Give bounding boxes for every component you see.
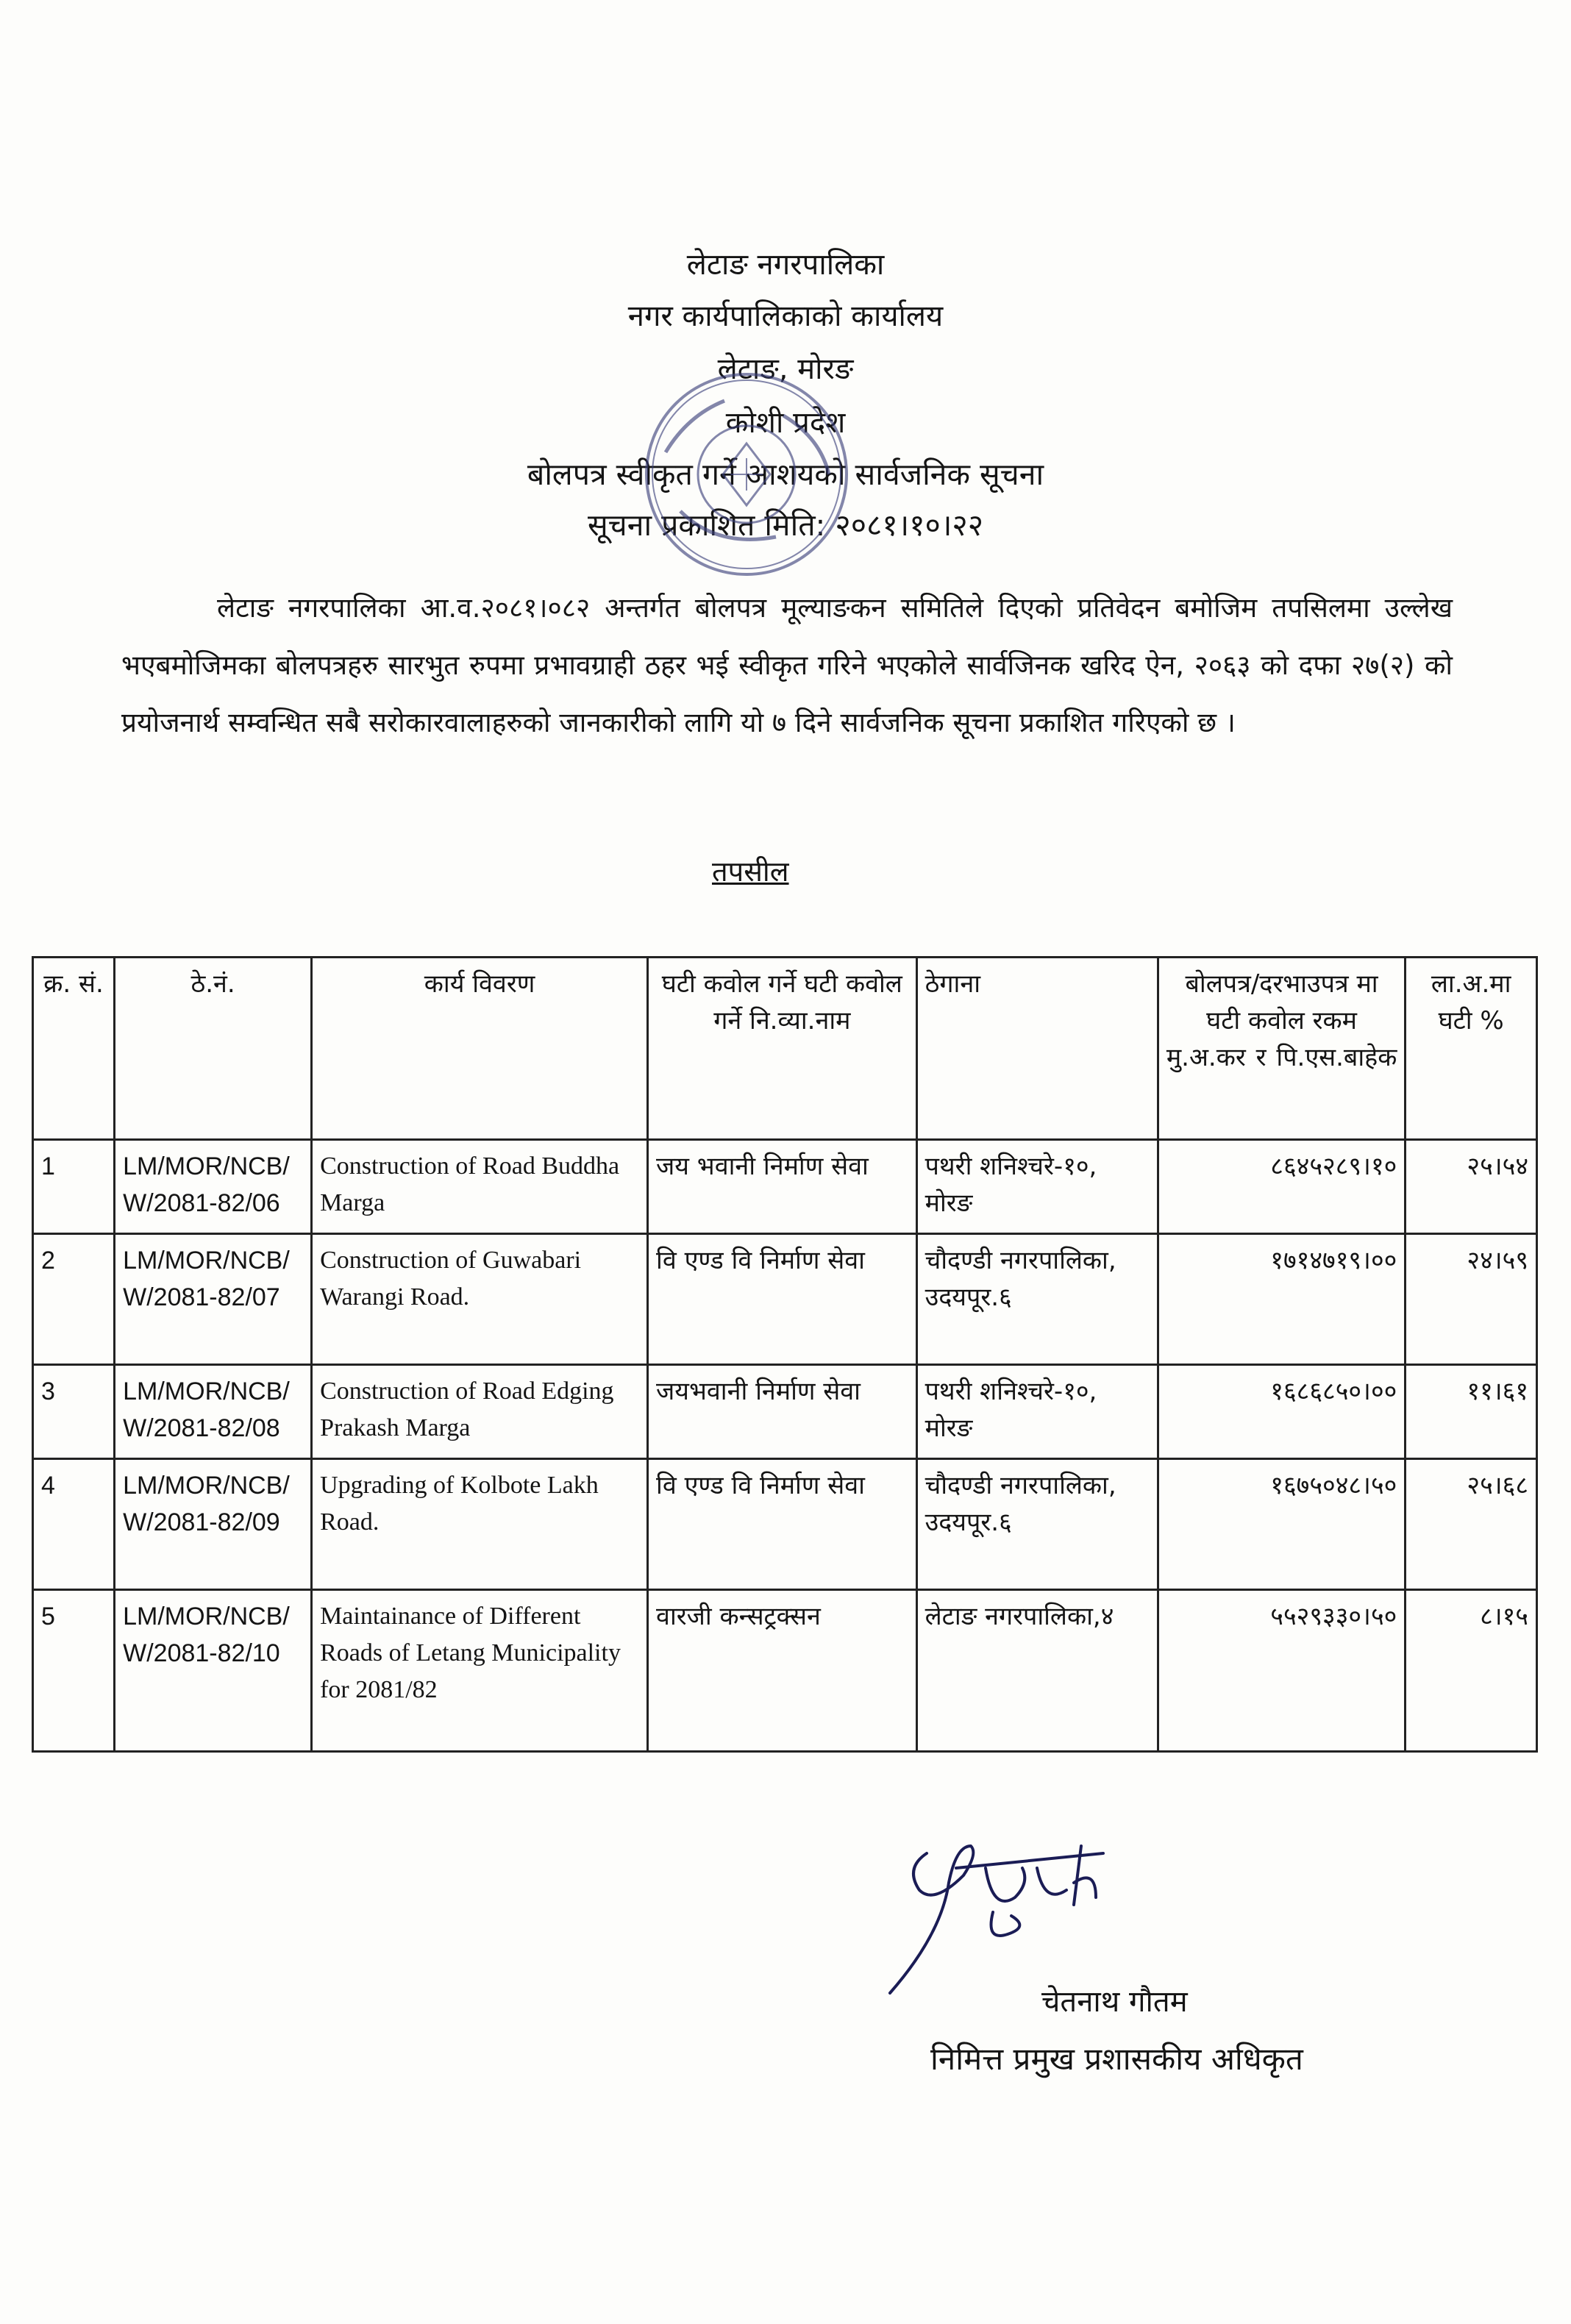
province-name: कोशी प्रदेश — [725, 406, 846, 440]
table-row — [33, 1234, 1537, 1365]
cell-address: लेटाङ नगरपालिका,४ — [916, 1590, 1158, 1752]
table-row — [33, 1590, 1537, 1752]
cell-amount: ८६४५२८९।१० — [1158, 1140, 1406, 1234]
cell-percent: २५।६८ — [1406, 1459, 1537, 1590]
cell-address: चौदण्डी नगरपालिका, उदयपूर.६ — [916, 1234, 1158, 1365]
header-firm: घटी कवोल गर्ने घटी कवोल गर्ने नि.व्या.नाम — [648, 958, 917, 1140]
office-subtitle: नगर कार्यपालिकाको कार्यालय — [627, 299, 944, 333]
notice-paragraph: लेटाङ नगरपालिका आ.व.२०८१।०८२ अन्तर्गत बोलपत्र मूल्याङकन समितिले दिएको प्रतिवेदन बमोजिम तपसिलमा उल्लेख भएबमोजिमका बोलपत्रहरु सारभुत रुपमा प्रभावग्राही ठहर भई स्वीकृत गरिने भएकोले सार्वजिनक खरिद ऐन, २०६३ को दफा २७(२) को प्रयोजनार्थ सम्वन्धित सबै सरोकारवालाहरुको जानकारीको लागि यो ७ दिने सार्वजनिक सूचना प्रकाशित गरिएको छ । — [121, 592, 1453, 738]
cell-sn: 4 — [33, 1459, 115, 1590]
cell-firm: वि एण्ड वि निर्माण सेवा — [648, 1234, 917, 1365]
publish-date: सूचना प्रकाशित मिति: २०८१।१०।२२ — [587, 507, 984, 543]
cell-sn: 2 — [33, 1234, 115, 1365]
signatory-title: निमित्त प्रमुख प्रशासकीय अधिकृत — [930, 2041, 1303, 2077]
cell-address: पथरी शनिश्चरे-१०, मोरङ — [916, 1140, 1158, 1234]
office-location: लेटाङ, मोरङ — [717, 352, 854, 386]
cell-sn: 3 — [33, 1365, 115, 1459]
cell-ref: LM/MOR/NCB/ W/2081-82/06 — [115, 1140, 312, 1234]
cell-firm: जय भवानी निर्माण सेवा — [648, 1140, 917, 1234]
cell-ref: LM/MOR/NCB/ W/2081-82/10 — [115, 1590, 312, 1752]
cell-ref: LM/MOR/NCB/ W/2081-82/07 — [115, 1234, 312, 1365]
cell-amount: १७१४७१९।०० — [1158, 1234, 1406, 1365]
cell-work: Construction of Road Buddha Marga — [312, 1140, 648, 1234]
header-ref: ठे.नं. — [115, 958, 312, 1140]
office-seal-stamp — [636, 364, 857, 585]
cell-ref: LM/MOR/NCB/ W/2081-82/08 — [115, 1365, 312, 1459]
cell-firm: वि एण्ड वि निर्माण सेवा — [648, 1459, 917, 1590]
cell-address: चौदण्डी नगरपालिका, उदयपूर.६ — [916, 1459, 1158, 1590]
table-header-row — [33, 958, 1537, 1140]
cell-amount: १६७५०४८।५० — [1158, 1459, 1406, 1590]
cell-sn: 1 — [33, 1140, 115, 1234]
cell-ref: LM/MOR/NCB/ W/2081-82/09 — [115, 1459, 312, 1590]
header-percent: ला.अ.मा घटी % — [1406, 958, 1537, 1140]
table-row — [33, 1140, 1537, 1234]
cell-percent: २४।५९ — [1406, 1234, 1537, 1365]
cell-percent: ८।१५ — [1406, 1590, 1537, 1752]
cell-amount: ५५२९३३०।५० — [1158, 1590, 1406, 1752]
bid-table — [32, 956, 1538, 1753]
signatory-name: चेतनाथ गौतम — [1041, 1985, 1188, 2019]
cell-sn: 5 — [33, 1590, 115, 1752]
office-name: लेटाङ नगरपालिका — [686, 248, 885, 282]
table-row — [33, 1365, 1537, 1459]
cell-work: Construction of Guwabari Warangi Road. — [312, 1234, 648, 1365]
cell-firm: वारजी कन्सट्रक्सन — [648, 1590, 917, 1752]
cell-work: Construction of Road Edging Prakash Marga — [312, 1365, 648, 1459]
notice-title: बोलपत्र स्वीकृत गर्ने आशयको सार्वजनिक सूचना — [527, 457, 1044, 492]
cell-address: पथरी शनिश्चरे-१०, मोरङ — [916, 1365, 1158, 1459]
cell-amount: १६८६८५०।०० — [1158, 1365, 1406, 1459]
cell-work: Upgrading of Kolbote Lakh Road. — [312, 1459, 648, 1590]
table-row — [33, 1459, 1537, 1590]
header-sn: क्र. सं. — [33, 958, 115, 1140]
cell-percent: ११।६१ — [1406, 1365, 1537, 1459]
header-work: कार्य विवरण — [312, 958, 648, 1140]
cell-firm: जयभवानी निर्माण सेवा — [648, 1365, 917, 1459]
schedule-heading: तपसील — [712, 855, 789, 888]
header-address: ठेगाना — [916, 958, 1158, 1140]
header-amount: बोलपत्र/दरभाउपत्र मा घटी कवोल रकम मु.अ.कर र पि.एस.बाहेक — [1158, 958, 1406, 1140]
cell-percent: २५।५४ — [1406, 1140, 1537, 1234]
cell-work: Maintainance of Different Roads of Letang Municipality for 2081/82 — [312, 1590, 648, 1752]
